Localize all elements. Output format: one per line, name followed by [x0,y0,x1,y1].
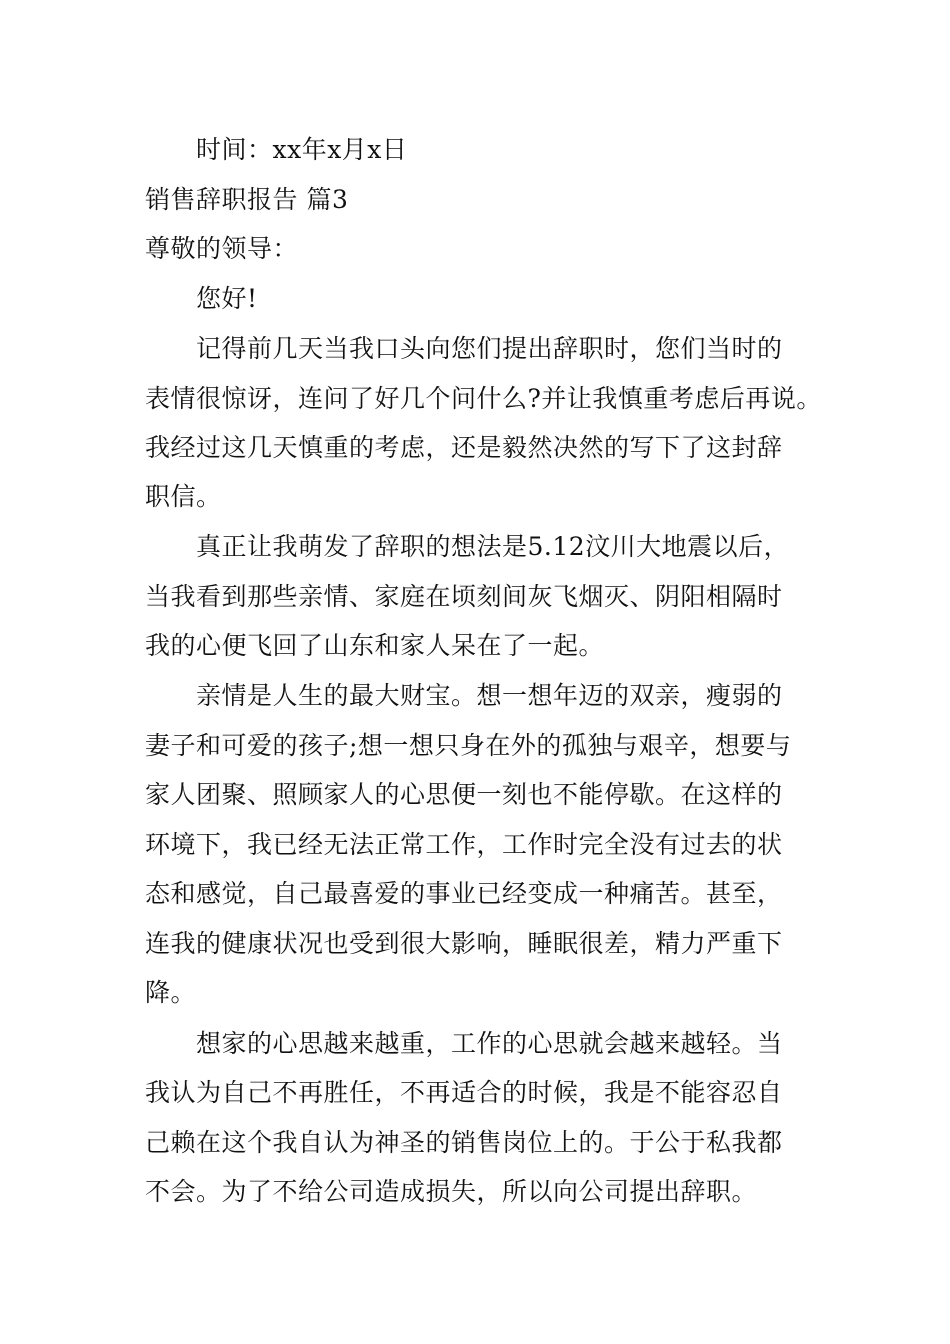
paragraph-4-line-2: 我认为自己不再胜任，不再适合的时候，我是不能容忍自 [145,1078,783,1107]
paragraph-3-line-1: 亲情是人生的最大财宝。想一想年迈的双亲，瘦弱的 [196,681,783,710]
paragraph-3-line-6: 连我的健康状况也受到很大影响，睡眠很差，精力严重下 [145,929,783,958]
paragraph-4-line-4: 不会。为了不给公司造成损失，所以向公司提出辞职。 [145,1177,758,1206]
paragraph-2-line-3: 我的心便飞回了山东和家人呆在了一起。 [145,631,605,660]
paragraph-1-line-2: 表情很惊讶，连问了好几个问什么?并让我慎重考虑后再说。 [145,384,822,413]
salutation: 尊敬的领导： [145,234,299,263]
section-title: 销售辞职报告 篇3 [145,185,349,214]
paragraph-3-line-4: 环境下，我已经无法正常工作，工作时完全没有过去的状 [145,830,783,859]
paragraph-4-line-3: 己赖在这个我自认为神圣的销售岗位上的。于公于私我都 [145,1128,783,1157]
paragraph-4-line-1: 想家的心思越来越重，工作的心思就会越来越轻。当 [196,1029,783,1058]
paragraph-3-line-3: 家人团聚、照顾家人的心思便一刻也不能停歇。在这样的 [145,780,783,809]
paragraph-2-line-1: 真正让我萌发了辞职的想法是5.12汶川大地震以后， [196,532,790,561]
paragraph-1-line-1: 记得前几天当我口头向您们提出辞职时，您们当时的 [196,334,783,363]
paragraph-1-line-4: 职信。 [145,482,222,511]
greeting: 您好! [196,284,258,313]
paragraph-3-line-5: 态和感觉，自己最喜爱的事业已经变成一种痛苦。甚至， [145,879,783,908]
paragraph-1-line-3: 我经过这几天慎重的考虑，还是毅然决然的写下了这封辞 [145,433,783,462]
paragraph-2-line-2: 当我看到那些亲情、家庭在顷刻间灰飞烟灭、阴阳相隔时 [145,582,783,611]
paragraph-3-line-2: 妻子和可爱的孩子;想一想只身在外的孤独与艰辛，想要与 [145,731,792,760]
date-line: 时间：xx年x月x日 [196,135,408,164]
paragraph-3-line-7: 降。 [145,978,197,1007]
